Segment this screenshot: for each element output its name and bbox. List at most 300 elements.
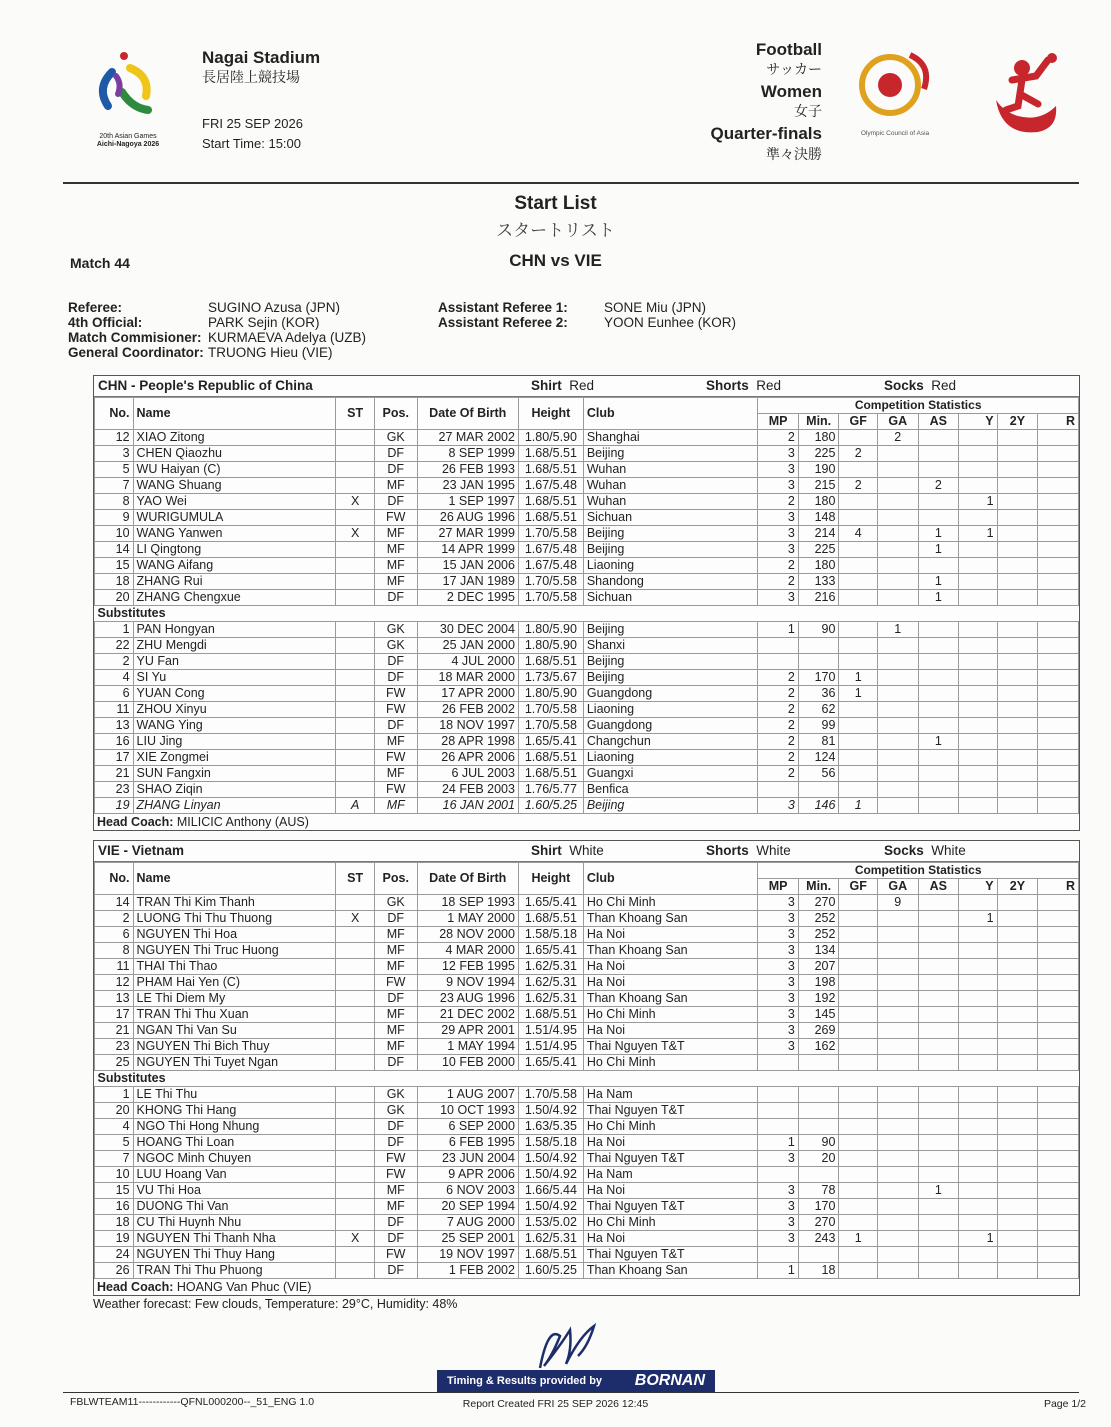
cell <box>918 1055 959 1071</box>
cell <box>336 574 375 590</box>
cell: GK <box>374 638 417 654</box>
cell: 1.50/4.92 <box>518 1103 583 1119</box>
cell: 2 <box>95 911 134 927</box>
cell: 2 <box>877 430 918 446</box>
cell <box>959 542 998 558</box>
cell: 30 DEC 2004 <box>417 622 518 638</box>
cell <box>336 462 375 478</box>
cell: YU Fan <box>133 654 336 670</box>
cell: 1 <box>918 526 959 542</box>
cell <box>959 670 998 686</box>
cell <box>839 718 878 734</box>
cell <box>336 1135 375 1151</box>
cell <box>336 702 375 718</box>
cell: 1.51/4.95 <box>518 1039 583 1055</box>
cell <box>959 1247 998 1263</box>
team-vie-section <box>93 840 1080 1296</box>
cell: GK <box>374 1103 417 1119</box>
cell: 2 <box>839 478 878 494</box>
cell <box>997 654 1038 670</box>
cell <box>839 1183 878 1199</box>
cell <box>997 750 1038 766</box>
cell <box>959 959 998 975</box>
cell: 1 MAY 2000 <box>417 911 518 927</box>
sport-label-jp: サッカー <box>766 61 822 77</box>
cell: Beijing <box>583 542 757 558</box>
cell <box>959 638 998 654</box>
cell <box>959 1023 998 1039</box>
cell: HOANG Thi Loan <box>133 1135 336 1151</box>
cell <box>336 943 375 959</box>
cell: 8 <box>95 494 134 510</box>
cell <box>758 638 799 654</box>
substitute-row <box>95 782 1079 798</box>
cell: 3 <box>758 478 799 494</box>
cell <box>918 622 959 638</box>
cell <box>918 702 959 718</box>
cell <box>1038 1215 1079 1231</box>
cell <box>918 430 959 446</box>
cell <box>877 510 918 526</box>
cell <box>1038 1247 1079 1263</box>
cell <box>918 718 959 734</box>
cell: CHEN Qiaozhu <box>133 446 336 462</box>
cell: 180 <box>798 494 839 510</box>
cell: GK <box>374 895 417 911</box>
cell <box>959 622 998 638</box>
cell: 2 <box>758 766 799 782</box>
start-time: Start Time: 15:00 <box>202 136 301 151</box>
cell: 10 OCT 1993 <box>417 1103 518 1119</box>
cell: 170 <box>798 670 839 686</box>
timing-text: Timing & Results provided by <box>447 1375 603 1387</box>
cell: Ho Chi Minh <box>583 1215 757 1231</box>
cell: TRAN Thi Kim Thanh <box>133 895 336 911</box>
cell <box>839 638 878 654</box>
cell <box>877 654 918 670</box>
cell <box>997 975 1038 991</box>
cell <box>1038 638 1079 654</box>
cell <box>839 782 878 798</box>
cell: DF <box>374 462 417 478</box>
cell <box>877 1183 918 1199</box>
cell: Guangdong <box>583 686 757 702</box>
cell: 7 <box>95 478 134 494</box>
cell: NGUYEN Thi Tuyet Ngan <box>133 1055 336 1071</box>
kit-socks: Socks White <box>884 843 966 858</box>
cell: 3 <box>758 542 799 558</box>
cell <box>877 975 918 991</box>
cell: 1.68/5.51 <box>518 446 583 462</box>
cell <box>877 1135 918 1151</box>
cell <box>839 510 878 526</box>
cell <box>997 526 1038 542</box>
cell: 19 NOV 1997 <box>417 1247 518 1263</box>
cell: Benfica <box>583 782 757 798</box>
cell: 8 <box>95 943 134 959</box>
cell: Ha Noi <box>583 1231 757 1247</box>
cell: 1.62/5.31 <box>518 991 583 1007</box>
cell: 15 JAN 2006 <box>417 558 518 574</box>
substitute-row <box>95 638 1079 654</box>
official-label: Assistant Referee 2: <box>438 315 568 330</box>
cell <box>918 798 959 814</box>
cell <box>1038 702 1079 718</box>
official-value: SONE Miu (JPN) <box>604 300 707 315</box>
cell <box>1038 670 1079 686</box>
player-row <box>95 494 1079 510</box>
cell: 14 <box>95 895 134 911</box>
cell <box>1038 1199 1079 1215</box>
kit-socks: Socks Red <box>884 378 957 393</box>
cell: DF <box>374 446 417 462</box>
cell <box>959 975 998 991</box>
cell <box>839 462 878 478</box>
doc-code: FBLWTEAM11------------QFNL000200--_51_ENG 1.0 <box>70 1396 315 1408</box>
cell: 207 <box>798 959 839 975</box>
cell: Ha Noi <box>583 927 757 943</box>
cell: LE Thi Diem My <box>133 991 336 1007</box>
cell: 17 APR 2000 <box>417 686 518 702</box>
cell <box>918 943 959 959</box>
cell <box>918 782 959 798</box>
cell: Guangdong <box>583 718 757 734</box>
official-value: SUGINO Azusa (JPN) <box>208 300 341 315</box>
cell <box>1038 895 1079 911</box>
cell: Shanghai <box>583 430 757 446</box>
cell: 4 JUL 2000 <box>417 654 518 670</box>
cell <box>1038 1231 1079 1247</box>
cell: X <box>336 1231 375 1247</box>
cell: FW <box>374 750 417 766</box>
cell: 3 <box>758 1199 799 1215</box>
substitute-row <box>95 1247 1079 1263</box>
cell: LI Qingtong <box>133 542 336 558</box>
cell: Than Khoang San <box>583 943 757 959</box>
cell: WANG Shuang <box>133 478 336 494</box>
cell: 23 <box>95 782 134 798</box>
cell <box>877 542 918 558</box>
cell: MF <box>374 734 417 750</box>
cell: Thai Nguyen T&T <box>583 1103 757 1119</box>
cell <box>1038 510 1079 526</box>
cell: Shandong <box>583 574 757 590</box>
cell: 9 NOV 1994 <box>417 975 518 991</box>
cell: 3 <box>758 1039 799 1055</box>
cell <box>997 558 1038 574</box>
cell <box>959 1215 998 1231</box>
cell: 1 <box>918 734 959 750</box>
cell: Ho Chi Minh <box>583 1055 757 1071</box>
cell: 1.68/5.51 <box>518 510 583 526</box>
cell: 3 <box>758 510 799 526</box>
cell <box>1038 975 1079 991</box>
cell: 1.53/5.02 <box>518 1215 583 1231</box>
cell: YUAN Cong <box>133 686 336 702</box>
cell: LUONG Thi Thu Thuong <box>133 911 336 927</box>
cell: 145 <box>798 1007 839 1023</box>
cell <box>997 927 1038 943</box>
cell: NGOC Minh Chuyen <box>133 1151 336 1167</box>
substitute-row <box>95 798 1079 814</box>
cell: DF <box>374 1135 417 1151</box>
team-title: CHN - People's Republic of China <box>98 378 313 393</box>
cell <box>877 686 918 702</box>
official-label: General Coordinator: <box>68 345 204 360</box>
cell <box>918 959 959 975</box>
cell: X <box>336 494 375 510</box>
substitute-row <box>95 1151 1079 1167</box>
cell: Ho Chi Minh <box>583 1007 757 1023</box>
player-row <box>95 1039 1079 1055</box>
timing-banner <box>437 1370 715 1392</box>
cell <box>1038 750 1079 766</box>
cell: 1.65/5.41 <box>518 734 583 750</box>
cell: 14 <box>95 542 134 558</box>
cell <box>839 654 878 670</box>
cell <box>959 750 998 766</box>
cell: 12 <box>95 975 134 991</box>
cell <box>336 670 375 686</box>
cell: 3 <box>758 1231 799 1247</box>
officials-right <box>438 300 736 330</box>
cell <box>877 446 918 462</box>
substitute-row <box>95 1103 1079 1119</box>
cell: MF <box>374 959 417 975</box>
cell <box>959 734 998 750</box>
cell: VU Thi Hoa <box>133 1183 336 1199</box>
cell: 19 <box>95 1231 134 1247</box>
cell <box>336 1167 375 1183</box>
venue-name-jp: 長居陸上競技場 <box>202 69 300 85</box>
cell <box>997 1167 1038 1183</box>
cell: FW <box>374 1151 417 1167</box>
player-row <box>95 975 1079 991</box>
cell <box>877 1199 918 1215</box>
cell: 23 AUG 1996 <box>417 991 518 1007</box>
cell: 3 <box>95 446 134 462</box>
cell <box>997 478 1038 494</box>
cell: Thai Nguyen T&T <box>583 1151 757 1167</box>
cell <box>997 911 1038 927</box>
cell <box>336 1151 375 1167</box>
cell: 1.70/5.58 <box>518 1087 583 1103</box>
cell: ZHANG Rui <box>133 574 336 590</box>
cell: 1 <box>758 622 799 638</box>
cell: DF <box>374 1055 417 1071</box>
cell: 1.67/5.48 <box>518 478 583 494</box>
cell: 28 APR 1998 <box>417 734 518 750</box>
cell: 252 <box>798 927 839 943</box>
cell <box>959 943 998 959</box>
cell: WANG Aifang <box>133 558 336 574</box>
cell <box>798 782 839 798</box>
cell: 20 <box>95 1103 134 1119</box>
cell <box>997 1199 1038 1215</box>
cell: MF <box>374 558 417 574</box>
cell <box>997 494 1038 510</box>
cell: 146 <box>798 798 839 814</box>
cell: X <box>336 911 375 927</box>
cell <box>877 1151 918 1167</box>
cell <box>1038 766 1079 782</box>
cell: NGAN Thi Van Su <box>133 1023 336 1039</box>
cell <box>798 1055 839 1071</box>
cell: 1 FEB 2002 <box>417 1263 518 1279</box>
cell <box>877 462 918 478</box>
cell <box>997 542 1038 558</box>
cell: 16 <box>95 1199 134 1215</box>
head-coach: Head Coach: MILICIC Anthony (AUS) <box>97 815 309 829</box>
cell <box>798 1087 839 1103</box>
cell: 6 SEP 2000 <box>417 1119 518 1135</box>
cell: LIU Jing <box>133 734 336 750</box>
cell: 2 <box>758 686 799 702</box>
cell: 90 <box>798 1135 839 1151</box>
cell <box>918 1231 959 1247</box>
cell: 1.60/5.25 <box>518 798 583 814</box>
cell <box>959 1183 998 1199</box>
cell <box>877 558 918 574</box>
cell: 27 MAR 1999 <box>417 526 518 542</box>
cell <box>336 1263 375 1279</box>
cell: Beijing <box>583 622 757 638</box>
cell <box>959 654 998 670</box>
footer-divider <box>63 1392 1079 1393</box>
cell <box>877 911 918 927</box>
cell: Thai Nguyen T&T <box>583 1199 757 1215</box>
cell: PHAM Hai Yen (C) <box>133 975 336 991</box>
cell <box>959 1055 998 1071</box>
cell <box>997 991 1038 1007</box>
cell <box>798 654 839 670</box>
kit-shirt: Shirt Red <box>531 378 595 393</box>
substitute-row <box>95 1183 1079 1199</box>
cell <box>877 670 918 686</box>
cell <box>839 622 878 638</box>
cell <box>336 782 375 798</box>
cell <box>997 1151 1038 1167</box>
cell: 1.50/4.92 <box>518 1199 583 1215</box>
cell: SUN Fangxin <box>133 766 336 782</box>
cell: Wuhan <box>583 478 757 494</box>
cell: Liaoning <box>583 702 757 718</box>
cell <box>918 670 959 686</box>
cell: 23 <box>95 1039 134 1055</box>
cell: 1 <box>758 1135 799 1151</box>
cell <box>758 1119 799 1135</box>
cell <box>997 1183 1038 1199</box>
cell: 270 <box>798 1215 839 1231</box>
substitutes-heading: Substitutes <box>95 606 1079 622</box>
cell: 1 <box>959 494 998 510</box>
cell: FW <box>374 975 417 991</box>
cell <box>1038 798 1079 814</box>
cell <box>997 574 1038 590</box>
player-row <box>95 526 1079 542</box>
cell <box>839 766 878 782</box>
cell: Thai Nguyen T&T <box>583 1247 757 1263</box>
cell <box>997 895 1038 911</box>
cell <box>336 446 375 462</box>
cell: Changchun <box>583 734 757 750</box>
substitute-row <box>95 1087 1079 1103</box>
cell <box>839 927 878 943</box>
cell <box>997 798 1038 814</box>
cell <box>336 1007 375 1023</box>
player-row <box>95 510 1079 526</box>
cell: NGUYEN Thi Hoa <box>133 927 336 943</box>
cell <box>1038 1135 1079 1151</box>
cell: 17 <box>95 750 134 766</box>
cell: 13 <box>95 718 134 734</box>
substitute-row <box>95 1263 1079 1279</box>
kit-shorts: Shorts Red <box>706 378 782 393</box>
cell <box>1038 1007 1079 1023</box>
match-number: Match 44 <box>70 255 130 271</box>
substitute-row <box>95 750 1079 766</box>
cell: 162 <box>798 1039 839 1055</box>
player-row <box>95 574 1079 590</box>
oca-logo <box>850 45 940 140</box>
substitute-row <box>95 1231 1079 1247</box>
sport-label: Football <box>755 40 822 59</box>
cell: 1.62/5.31 <box>518 975 583 991</box>
weather-forecast: Weather forecast: Few clouds, Temperature: 29°C, Humidity: 48% <box>93 1297 458 1311</box>
cell: 3 <box>758 895 799 911</box>
cell: Liaoning <box>583 750 757 766</box>
cell: 26 <box>95 1263 134 1279</box>
cell <box>336 1023 375 1039</box>
cell: 1.68/5.51 <box>518 750 583 766</box>
cell <box>839 1103 878 1119</box>
cell <box>839 1055 878 1071</box>
cell <box>959 590 998 606</box>
cell: Ha Noi <box>583 975 757 991</box>
football-pictogram <box>992 50 1062 140</box>
cell <box>839 991 878 1007</box>
cell: Sichuan <box>583 510 757 526</box>
cell <box>1038 1167 1079 1183</box>
cell <box>959 478 998 494</box>
cell <box>918 1263 959 1279</box>
cell: Shanxi <box>583 638 757 654</box>
cell <box>877 1103 918 1119</box>
official-value: YOON Eunhee (KOR) <box>604 315 737 330</box>
cell: MF <box>374 526 417 542</box>
cell <box>918 446 959 462</box>
cell: 2 <box>839 446 878 462</box>
cell: 27 MAR 2002 <box>417 430 518 446</box>
cell <box>877 991 918 1007</box>
cell <box>839 750 878 766</box>
cell <box>336 478 375 494</box>
cell <box>758 782 799 798</box>
cell: 1.68/5.51 <box>518 1247 583 1263</box>
cell: 3 <box>758 975 799 991</box>
cell <box>336 1055 375 1071</box>
cell <box>877 1247 918 1263</box>
cell <box>959 798 998 814</box>
asian-games-logo <box>88 48 168 148</box>
cell: 225 <box>798 542 839 558</box>
cell: MF <box>374 478 417 494</box>
cell <box>839 574 878 590</box>
cell: MF <box>374 542 417 558</box>
substitute-row <box>95 654 1079 670</box>
cell: 10 FEB 2000 <box>417 1055 518 1071</box>
cell <box>918 766 959 782</box>
